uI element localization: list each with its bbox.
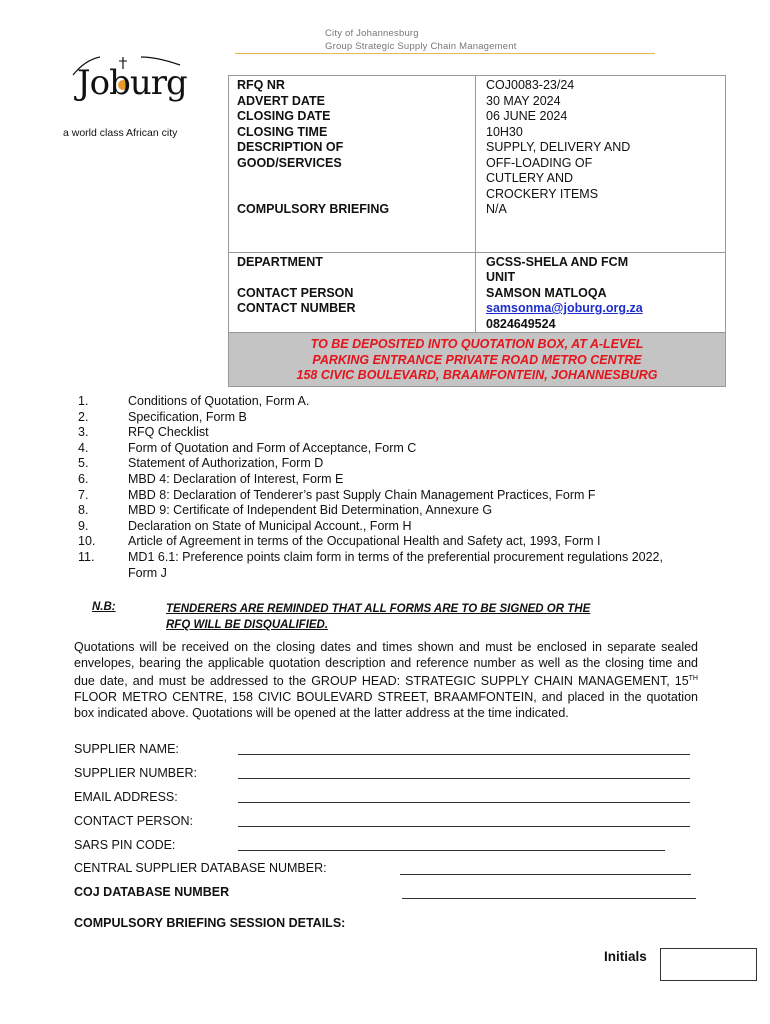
list-item bbox=[78, 394, 688, 410]
list-item-text: MBD 8: Declaration of Tenderer’s past Supply Chain Management Practices, Form F bbox=[128, 487, 596, 502]
email-field[interactable] bbox=[238, 802, 690, 803]
closing-date-value: 06 JUNE 2024 bbox=[486, 109, 568, 123]
contact-person-value: SAMSON MATLOQA bbox=[486, 285, 607, 300]
list-item-number: 4. bbox=[78, 440, 89, 455]
header-city: City of Johannesburg bbox=[325, 28, 419, 39]
description-value: SUPPLY, DELIVERY AND bbox=[486, 140, 631, 154]
contact-phone-value: 0824649524 bbox=[486, 316, 556, 331]
list-item-text: Conditions of Quotation, Form A. bbox=[128, 394, 310, 408]
advert-date-label: ADVERT DATE bbox=[237, 93, 325, 108]
rfq-nr-label: RFQ NR bbox=[237, 78, 285, 92]
coj-database-label: COJ DATABASE NUMBER bbox=[74, 885, 230, 899]
joburg-logo bbox=[55, 55, 195, 145]
closing-time-value: 10H30 bbox=[486, 124, 523, 139]
nb-label: N.B: bbox=[92, 601, 116, 613]
header-department: Group Strategic Supply Chain Management bbox=[325, 41, 517, 52]
list-item-text: Specification, Form B bbox=[128, 409, 247, 424]
description-label: DESCRIPTION OF bbox=[237, 140, 344, 154]
list-item bbox=[78, 410, 688, 426]
briefing-session-heading: COMPULSORY BRIEFING SESSION DETAILS: bbox=[74, 916, 346, 930]
contact-person-field-label: CONTACT PERSON: bbox=[74, 814, 193, 828]
advert-date-value: 30 MAY 2024 bbox=[486, 93, 561, 108]
list-item-number: 6. bbox=[78, 471, 89, 486]
description-label: GOOD/SERVICES bbox=[237, 155, 342, 170]
description-value: OFF-LOADING OF bbox=[486, 155, 593, 170]
list-item bbox=[78, 503, 688, 519]
table-row bbox=[229, 76, 725, 252]
sars-pin-field[interactable] bbox=[238, 850, 665, 851]
deposit-line: TO BE DEPOSITED INTO QUOTATION BOX, AT A-LEVEL bbox=[310, 337, 644, 351]
coj-database-field[interactable] bbox=[402, 898, 696, 899]
description-value: CROCKERY ITEMS bbox=[486, 186, 599, 201]
contact-email-link[interactable]: samsonma@joburg.org.za bbox=[486, 301, 643, 315]
list-item-number: 11. bbox=[78, 549, 95, 564]
submission-instructions: Quotations will be received on the closing dates and times shown and must be enclosed in separate sealed envelopes, bearing the applicable quotation description and reference number as well as the closing time and due date, and must be addressed to the GROUP HEAD: STRATEGIC SUPPLY CHAIN MANAGEMENT, 15TH FLOOR METRO CENTRE, 158 CIVIC BOULEVARD STREET, BRAAMFONTEIN, and placed in the quotation box indicated above. Quotations will be opened at the latter address at the time indicated. bbox=[74, 640, 698, 720]
logo-tagline: a world class African city bbox=[63, 127, 178, 139]
rfq-info-table bbox=[228, 75, 726, 387]
deposit-line: 158 CIVIC BOULEVARD, BRAAMFONTEIN, JOHANNESBURG bbox=[296, 368, 658, 382]
department-value: GCSS-SHELA AND FCM bbox=[486, 254, 629, 269]
list-item-text: Form of Quotation and Form of Acceptance, Form C bbox=[128, 440, 417, 455]
list-item-text: Declaration on State of Municipal Account., Form H bbox=[128, 518, 412, 533]
list-item-number: 8. bbox=[78, 503, 89, 518]
contact-person-label: CONTACT PERSON bbox=[237, 285, 354, 300]
table-row bbox=[229, 252, 725, 333]
list-item bbox=[78, 456, 688, 472]
list-item-number: 10. bbox=[78, 534, 96, 549]
contact-person-field[interactable] bbox=[238, 826, 690, 827]
closing-date-label: CLOSING DATE bbox=[237, 109, 331, 123]
list-item bbox=[78, 519, 688, 535]
supplier-name-field[interactable] bbox=[238, 754, 690, 755]
email-label: EMAIL ADDRESS: bbox=[74, 790, 178, 804]
list-item-text: Article of Agreement in terms of the Occupational Health and Safety act, 1993, Form I bbox=[128, 534, 601, 549]
sars-pin-label: SARS PIN CODE: bbox=[74, 838, 176, 852]
csd-number-label: CENTRAL SUPPLIER DATABASE NUMBER: bbox=[74, 861, 327, 875]
rfq-nr-value: COJ0083-23/24 bbox=[486, 78, 575, 92]
list-item-number: 2. bbox=[78, 409, 89, 424]
list-item bbox=[78, 472, 688, 488]
briefing-value: N/A bbox=[486, 202, 507, 216]
nb-warning bbox=[166, 601, 666, 633]
list-item-text: RFQ Checklist bbox=[128, 425, 209, 440]
department-label: DEPARTMENT bbox=[237, 254, 323, 269]
supplier-name-label: SUPPLIER NAME: bbox=[74, 742, 179, 756]
list-item-number: 7. bbox=[78, 487, 89, 502]
deposit-instructions bbox=[229, 332, 725, 386]
list-item-text: Statement of Authorization, Form D bbox=[128, 456, 324, 471]
csd-number-field[interactable] bbox=[400, 874, 691, 875]
list-item-number: 9. bbox=[78, 518, 89, 533]
list-item-number: 1. bbox=[78, 394, 89, 408]
department-value: UNIT bbox=[486, 270, 516, 284]
header-divider bbox=[235, 53, 655, 54]
list-item-number: 5. bbox=[78, 456, 89, 471]
list-item bbox=[78, 550, 688, 581]
initials-box[interactable] bbox=[660, 948, 757, 981]
list-item-text: MBD 9: Certificate of Independent Bid Determination, Annexure G bbox=[128, 503, 493, 518]
document-header bbox=[325, 27, 517, 53]
deposit-line: PARKING ENTRANCE PRIVATE ROAD METRO CENTRE bbox=[312, 352, 642, 367]
contact-number-label: CONTACT NUMBER bbox=[237, 301, 356, 315]
nb-line: RFQ WILL BE DISQUALIFIED. bbox=[166, 619, 329, 631]
supplier-number-field[interactable] bbox=[238, 778, 690, 779]
supplier-number-label: SUPPLIER NUMBER: bbox=[74, 766, 197, 780]
list-item bbox=[78, 534, 688, 550]
list-item-text: MBD 4: Declaration of Interest, Form E bbox=[128, 471, 344, 486]
nb-line: TENDERERS ARE REMINDED THAT ALL FORMS ARE TO BE SIGNED OR THE bbox=[166, 603, 591, 615]
description-value: CUTLERY AND bbox=[486, 171, 574, 185]
forms-checklist bbox=[78, 394, 688, 581]
briefing-label: COMPULSORY BRIEFING bbox=[237, 202, 390, 216]
list-item bbox=[78, 441, 688, 457]
list-item-text: MD1 6.1: Preference points claim form in terms of the preferential procurement regulations 2022, Form J bbox=[128, 549, 663, 580]
logo-wordmark: Joburg bbox=[77, 63, 187, 103]
closing-time-label: CLOSING TIME bbox=[237, 124, 328, 139]
list-item-number: 3. bbox=[78, 425, 89, 440]
list-item bbox=[78, 488, 688, 504]
list-item bbox=[78, 425, 688, 441]
initials-label: Initials bbox=[604, 949, 647, 964]
